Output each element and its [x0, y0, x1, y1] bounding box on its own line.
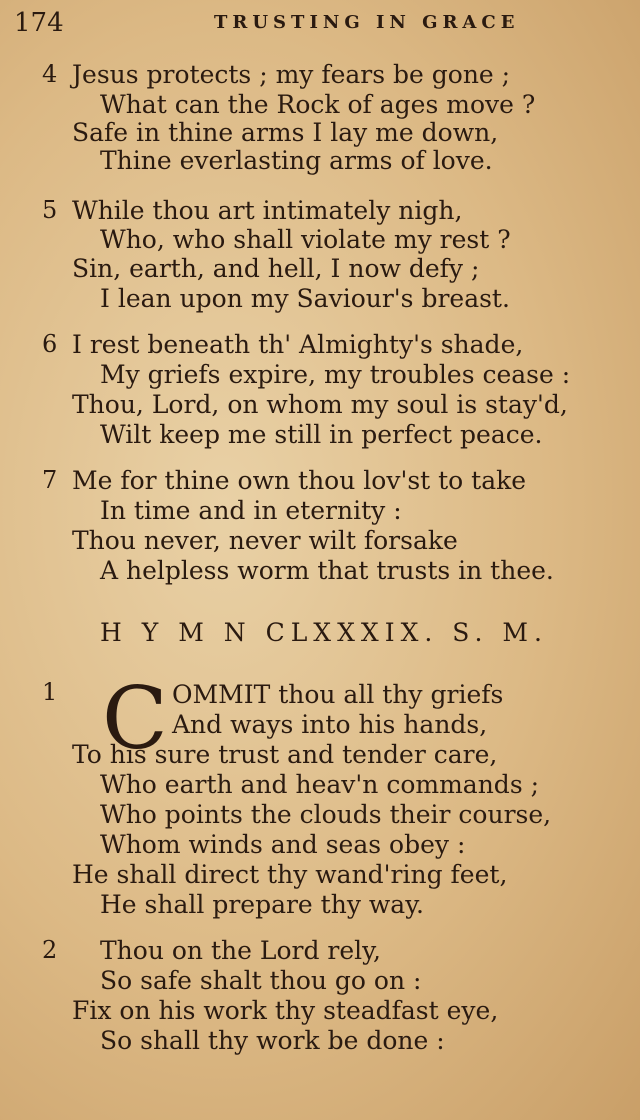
hymn-title: H Y M N CLXXXIX. S. M.	[100, 618, 548, 647]
verse-line: Who points the clouds their course,	[100, 800, 552, 829]
verse-line: Sin, earth, and hell, I now defy ;	[72, 254, 480, 283]
verse-line: Safe in thine arms I lay me down,	[72, 118, 499, 147]
verse-line: While thou art intimately nigh,	[72, 196, 463, 225]
verse-line: To his sure trust and tender care,	[72, 740, 498, 769]
verse-line: Wilt keep me still in perfect peace.	[100, 420, 543, 449]
verse-line: Thou never, never wilt forsake	[72, 526, 458, 555]
stanza-number: 6	[42, 330, 58, 358]
verse-line: Thou on the Lord rely,	[100, 936, 381, 965]
drop-cap: C	[102, 669, 168, 769]
verse-line: Jesus protects ; my fears be gone ;	[72, 60, 511, 89]
verse-line: My griefs expire, my troubles cease :	[100, 360, 571, 389]
running-title: TRUSTING IN GRACE	[214, 12, 520, 33]
verse-line: Fix on his work thy steadfast eye,	[72, 996, 499, 1025]
verse-line: I lean upon my Saviour's breast.	[100, 284, 510, 313]
stanza-number: 5	[42, 196, 58, 224]
stanza-number: 4	[42, 60, 58, 88]
verse-line: Who earth and heav'n commands ;	[100, 770, 540, 799]
verse-number: 1	[42, 678, 58, 706]
verse-line: And ways into his hands,	[172, 710, 488, 739]
verse-line: In time and in eternity :	[100, 496, 402, 525]
page-number: 174	[14, 8, 64, 38]
verse-line: A helpless worm that trusts in thee.	[100, 556, 554, 585]
verse-line: Me for thine own thou lov'st to take	[72, 466, 527, 495]
verse-line: What can the Rock of ages move ?	[100, 90, 536, 119]
running-head	[14, 8, 620, 38]
verse-line: So shall thy work be done :	[100, 1026, 445, 1055]
verse-line: So safe shalt thou go on :	[100, 966, 422, 995]
stanza-number: 7	[42, 466, 58, 494]
verse-line: Who, who shall violate my rest ?	[100, 225, 511, 254]
verse-line: OMMIT thou all thy griefs	[172, 680, 504, 709]
verse-line: I rest beneath th' Almighty's shade,	[72, 330, 524, 359]
verse-line: Thine everlasting arms of love.	[100, 146, 493, 175]
verse-line: Thou, Lord, on whom my soul is stay'd,	[72, 390, 568, 419]
verse-line: He shall prepare thy way.	[100, 890, 424, 919]
verse-number: 2	[42, 936, 58, 964]
verse-line: He shall direct thy wand'ring feet,	[72, 860, 508, 889]
verse-line: Whom winds and seas obey :	[100, 830, 466, 859]
